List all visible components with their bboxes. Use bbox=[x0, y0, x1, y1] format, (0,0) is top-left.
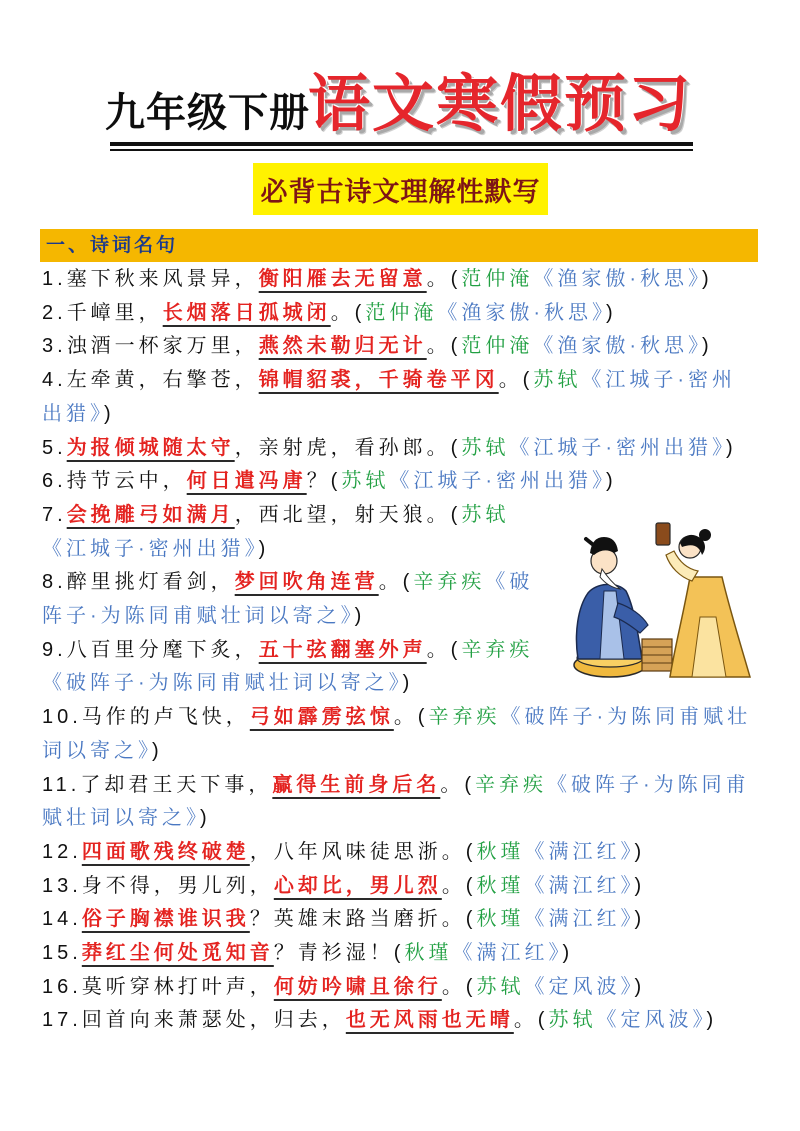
item-text: 。( bbox=[426, 638, 462, 661]
item-number: 10. bbox=[42, 706, 82, 729]
poem-line-item bbox=[42, 937, 758, 971]
answer-text: 何妨吟啸且徐行 bbox=[273, 975, 442, 998]
item-number: 13. bbox=[42, 874, 82, 897]
item-text: 身不得，男儿列， bbox=[81, 874, 274, 897]
poem-line-item bbox=[42, 263, 758, 297]
item-text: 。( bbox=[393, 706, 429, 729]
item-text: 。( bbox=[441, 975, 477, 998]
item-number: 3. bbox=[42, 335, 67, 358]
item-text: ) bbox=[606, 470, 617, 493]
item-text: ) bbox=[702, 335, 713, 358]
author-name: 秋瑾 bbox=[476, 908, 525, 931]
poem-line-item bbox=[42, 971, 758, 1005]
answer-text: 何日遣冯唐 bbox=[186, 470, 307, 493]
item-text: 了却君王天下事， bbox=[80, 773, 273, 796]
author-name: 秋瑾 bbox=[476, 874, 525, 897]
title-double-rule bbox=[110, 142, 693, 151]
book-stack bbox=[642, 639, 672, 671]
item-number: 15. bbox=[42, 942, 82, 965]
item-number: 5. bbox=[42, 436, 67, 459]
poem-line-item bbox=[42, 330, 758, 364]
work-title: 《破阵子·为陈同甫赋壮词以寄之》 bbox=[42, 672, 403, 695]
author-name: 范仲淹 bbox=[461, 268, 534, 290]
figures-illustration-icon bbox=[558, 511, 758, 681]
item-text: ) bbox=[634, 840, 646, 863]
item-text: ) bbox=[200, 807, 211, 830]
item-text: 回首向来萧瑟处，归去， bbox=[81, 1009, 346, 1032]
work-title: 《渔家傲·秋思》 bbox=[437, 301, 607, 324]
item-number: 7. bbox=[42, 503, 67, 526]
subtitle-text: 必背古诗文理解性默写 bbox=[260, 176, 541, 207]
author-name: 苏轼 bbox=[461, 503, 510, 526]
poem-item-list bbox=[42, 263, 758, 1038]
item-number: 14. bbox=[42, 908, 82, 931]
answer-text: 赢得生前身后名 bbox=[272, 773, 441, 796]
item-text: ) bbox=[104, 402, 115, 425]
poem-line-item bbox=[42, 769, 758, 836]
work-title: 《江城子·密州出猎》 bbox=[42, 369, 737, 425]
item-text: 左牵黄，右擎苍， bbox=[66, 369, 259, 392]
item-text: ？英雄末路当磨折。( bbox=[249, 908, 477, 931]
item-text: ) bbox=[702, 268, 713, 290]
answer-text: 锦帽貂裘，千骑卷平冈 bbox=[258, 369, 499, 392]
item-text: 。( bbox=[441, 874, 477, 897]
item-number: 16. bbox=[42, 975, 82, 998]
work-title: 《破阵子·为陈同甫赋壮词以寄之》 bbox=[42, 571, 534, 628]
maid-hair-bun bbox=[699, 529, 711, 541]
author-name: 范仲淹 bbox=[365, 301, 438, 324]
poem-line-item bbox=[42, 836, 758, 870]
author-name: 苏轼 bbox=[533, 369, 582, 392]
answer-text: 燕然未勒归无计 bbox=[258, 335, 427, 358]
held-box bbox=[656, 523, 670, 545]
page-title-main: 语文寒假预习 bbox=[308, 70, 693, 139]
answer-text: 长烟落日孤城闭 bbox=[162, 301, 331, 324]
poem-line-item bbox=[42, 701, 758, 768]
item-text: 。( bbox=[378, 571, 414, 594]
poem-line-item bbox=[42, 297, 758, 331]
work-title: 《满江红》 bbox=[524, 908, 635, 931]
item-number: 8. bbox=[42, 571, 67, 594]
subtitle-banner bbox=[253, 163, 548, 215]
item-text: ) bbox=[634, 874, 646, 897]
work-title: 《江城子·密州出猎》 bbox=[42, 537, 259, 560]
work-title: 《满江红》 bbox=[524, 840, 635, 863]
item-number: 17. bbox=[42, 1009, 82, 1032]
poem-line-item bbox=[42, 1004, 758, 1038]
author-name: 苏轼 bbox=[476, 975, 525, 998]
item-text: 。( bbox=[330, 301, 366, 324]
item-text: ) bbox=[562, 942, 574, 965]
item-text: 醉里挑灯看剑， bbox=[66, 571, 235, 594]
author-name: 苏轼 bbox=[548, 1009, 597, 1032]
item-text: 。( bbox=[426, 268, 462, 290]
poem-line-item bbox=[42, 870, 758, 904]
answer-text: 四面歌残终破楚 bbox=[81, 840, 250, 863]
work-title: 《渔家傲·秋思》 bbox=[533, 268, 703, 290]
item-number: 4. bbox=[42, 369, 67, 392]
item-text: 八百里分麾下炙， bbox=[66, 638, 259, 661]
item-number: 11. bbox=[42, 773, 81, 796]
work-title: 《江城子·密州出猎》 bbox=[389, 470, 607, 493]
item-text: 。( bbox=[513, 1009, 549, 1032]
page-title-grade: 九年级下册 bbox=[105, 91, 310, 135]
item-text: ？青衫湿！( bbox=[273, 942, 405, 965]
author-name: 辛弃疾 bbox=[475, 773, 547, 796]
item-text: ) bbox=[634, 908, 646, 931]
figures-illustration bbox=[543, 511, 758, 681]
answer-text: 为报倾城随太守 bbox=[66, 436, 235, 459]
work-title: 《满江红》 bbox=[452, 942, 563, 965]
item-number: 1. bbox=[42, 268, 67, 290]
item-text: ，西北望，射天狼。( bbox=[234, 503, 462, 526]
item-number: 12. bbox=[42, 840, 82, 863]
work-title: 《定风波》 bbox=[596, 1009, 707, 1032]
item-text: 。( bbox=[498, 369, 534, 392]
poem-line-item bbox=[42, 432, 758, 466]
answer-text: 莽红尘何处觅知音 bbox=[81, 942, 274, 965]
answer-text: 心却比，男儿烈 bbox=[273, 874, 442, 897]
item-text: 莫听穿林打叶声， bbox=[81, 975, 274, 998]
item-text: 持节云中， bbox=[66, 470, 187, 493]
item-text: ) bbox=[258, 537, 270, 560]
poem-line-item bbox=[42, 364, 758, 431]
work-title: 《破阵子·为陈同甫赋壮词以寄之》 bbox=[42, 773, 750, 830]
author-name: 苏轼 bbox=[461, 436, 510, 459]
item-text: 马作的卢飞快， bbox=[81, 706, 250, 729]
author-name: 范仲淹 bbox=[461, 335, 534, 358]
item-number: 6. bbox=[42, 470, 67, 493]
item-text: ) bbox=[152, 739, 163, 762]
item-text: ) bbox=[606, 301, 617, 324]
item-text: 。( bbox=[440, 773, 475, 796]
work-title: 《江城子·密州出猎》 bbox=[509, 436, 727, 459]
item-text: ) bbox=[726, 436, 737, 459]
author-name: 辛弃疾 bbox=[461, 638, 534, 661]
item-text: ，八年风味徒思浙。( bbox=[249, 840, 477, 863]
author-name: 秋瑾 bbox=[476, 840, 525, 863]
work-title: 《满江红》 bbox=[524, 874, 635, 897]
answer-text: 梦回吹角连营 bbox=[234, 571, 379, 594]
item-text: 塞下秋来风景异， bbox=[66, 268, 259, 290]
item-text: 千嶂里， bbox=[66, 301, 163, 324]
poem-line-item bbox=[42, 465, 758, 499]
answer-text: 五十弦翻塞外声 bbox=[258, 638, 427, 661]
item-text: ) bbox=[634, 975, 646, 998]
item-number: 9. bbox=[42, 638, 67, 661]
answer-text: 会挽雕弓如满月 bbox=[66, 503, 235, 526]
work-title: 《破阵子·为陈同甫赋壮词以寄之》 bbox=[42, 706, 752, 762]
poem-line-item bbox=[42, 903, 758, 937]
answer-text: 衡阳雁去无留意 bbox=[258, 268, 427, 290]
work-title: 《定风波》 bbox=[524, 975, 635, 998]
section-heading: 一、诗词名句 bbox=[46, 235, 179, 256]
author-name: 秋瑾 bbox=[404, 942, 453, 965]
author-name: 辛弃疾 bbox=[413, 571, 486, 594]
section-header-bar bbox=[40, 229, 758, 262]
scholar-figure bbox=[574, 537, 648, 677]
item-text: ) bbox=[402, 672, 414, 695]
answer-text: 弓如霹雳弦惊 bbox=[249, 706, 394, 729]
author-name: 苏轼 bbox=[341, 470, 390, 493]
answer-text: 俗子胸襟谁识我 bbox=[81, 908, 250, 931]
item-text: 。( bbox=[426, 335, 462, 358]
work-title: 《渔家傲·秋思》 bbox=[533, 335, 703, 358]
item-text: ，亲射虎，看孙郎。( bbox=[234, 436, 462, 459]
item-text: ？( bbox=[306, 470, 342, 493]
answer-text: 也无风雨也无晴 bbox=[345, 1009, 514, 1032]
item-text: ) bbox=[706, 1009, 718, 1032]
author-name: 辛弃疾 bbox=[428, 706, 501, 729]
item-text: 浊酒一杯家万里， bbox=[66, 335, 259, 358]
item-number: 2. bbox=[42, 301, 67, 324]
item-text: ) bbox=[354, 605, 366, 628]
